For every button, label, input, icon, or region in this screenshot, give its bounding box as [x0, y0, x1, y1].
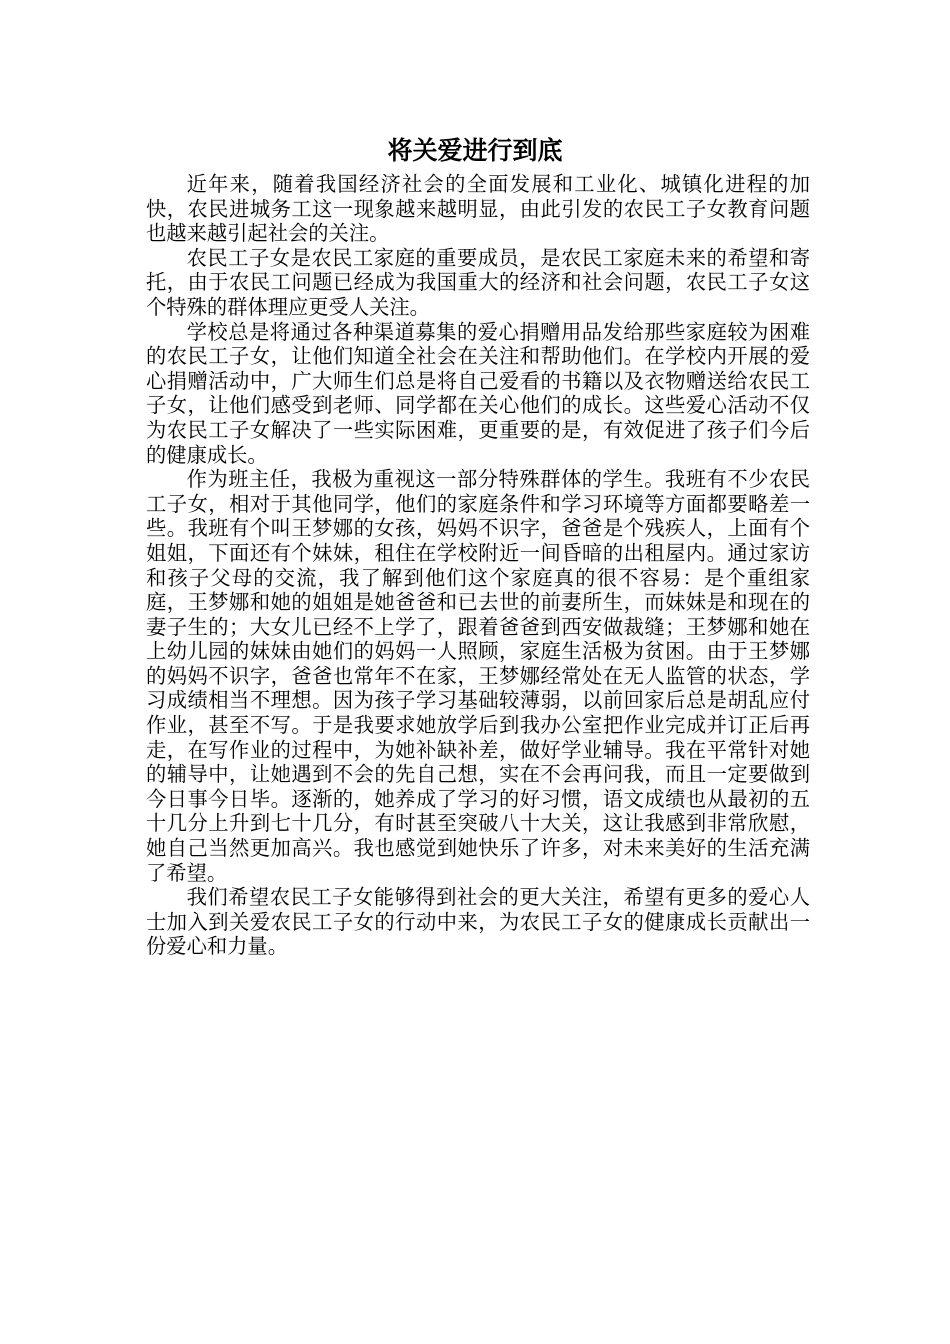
- paragraph-5: 我们希望农民工子女能够得到社会的更大关注，希望有更多的爱心人士加入到关爱农民工子女的行动中来，为农民工子女的健康成长贡献出一份爱心和力量。: [146, 885, 810, 959]
- paragraph-2: 农民工子女是农民工家庭的重要成员，是农民工家庭未来的希望和寄托，由于农民工问题已经成为我国重大的经济和社会问题，农民工子女这个特殊的群体理应更受人关注。: [146, 245, 810, 319]
- document-body: [146, 172, 810, 959]
- paragraph-1: 近年来，随着我国经济社会的全面发展和工业化、城镇化进程的加快，农民进城务工这一现象越来越明显，由此引发的农民工子女教育问题也越来越引起社会的关注。: [146, 172, 810, 246]
- paragraph-3: 学校总是将通过各种渠道募集的爱心捐赠用品发给那些家庭较为困难的农民工子女，让他们知道全社会在关注和帮助他们。在学校内开展的爱心捐赠活动中，广大师生们总是将自己爱看的书籍以及衣物赠送给农民工子女，让他们感受到老师、同学都在关心他们的成长。这些爱心活动不仅为农民工子女解决了一些实际困难，更重要的是，有效促进了孩子们今后的健康成长。: [146, 319, 810, 467]
- document-title: 将关爱进行到底: [387, 136, 563, 165]
- paragraph-4: 作为班主任，我极为重视这一部分特殊群体的学生。我班有不少农民工子女，相对于其他同学，他们的家庭条件和学习环境等方面都要略差一些。我班有个叫王梦娜的女孩，妈妈不识字，爸爸是个残疾人，上面有个姐姐，下面还有个妹妹，租住在学校附近一间昏暗的出租屋内。通过家访和孩子父母的交流，我了解到他们这个家庭真的很不容易：是个重组家庭，王梦娜和她的姐姐是她爸爸和已去世的前妻所生，而妹妹是和现在的妻子生的；大女儿已经不上学了，跟着爸爸到西安做裁缝；王梦娜和她在上幼儿园的妹妹由她们的妈妈一人照顾，家庭生活极为贫困。由于王梦娜的妈妈不识字，爸爸也常年不在家，王梦娜经常处在无人监管的状态，学习成绩相当不理想。因为孩子学习基础较薄弱，以前回家后总是胡乱应付作业，甚至不写。于是我要求她放学后到我办公室把作业完成并订正后再走，在写作业的过程中，为她补缺补差，做好学业辅导。我在平常针对她的辅导中，让她遇到不会的先自己想，实在不会再问我，而且一定要做到今日事今日毕。逐渐的，她养成了学习的好习惯，语文成绩也从最初的五十几分上升到七十几分，有时甚至突破八十大关，这让我感到非常欣慰，她自己当然更加高兴。我也感觉到她快乐了许多，对未来美好的生活充满了希望。: [146, 467, 810, 885]
